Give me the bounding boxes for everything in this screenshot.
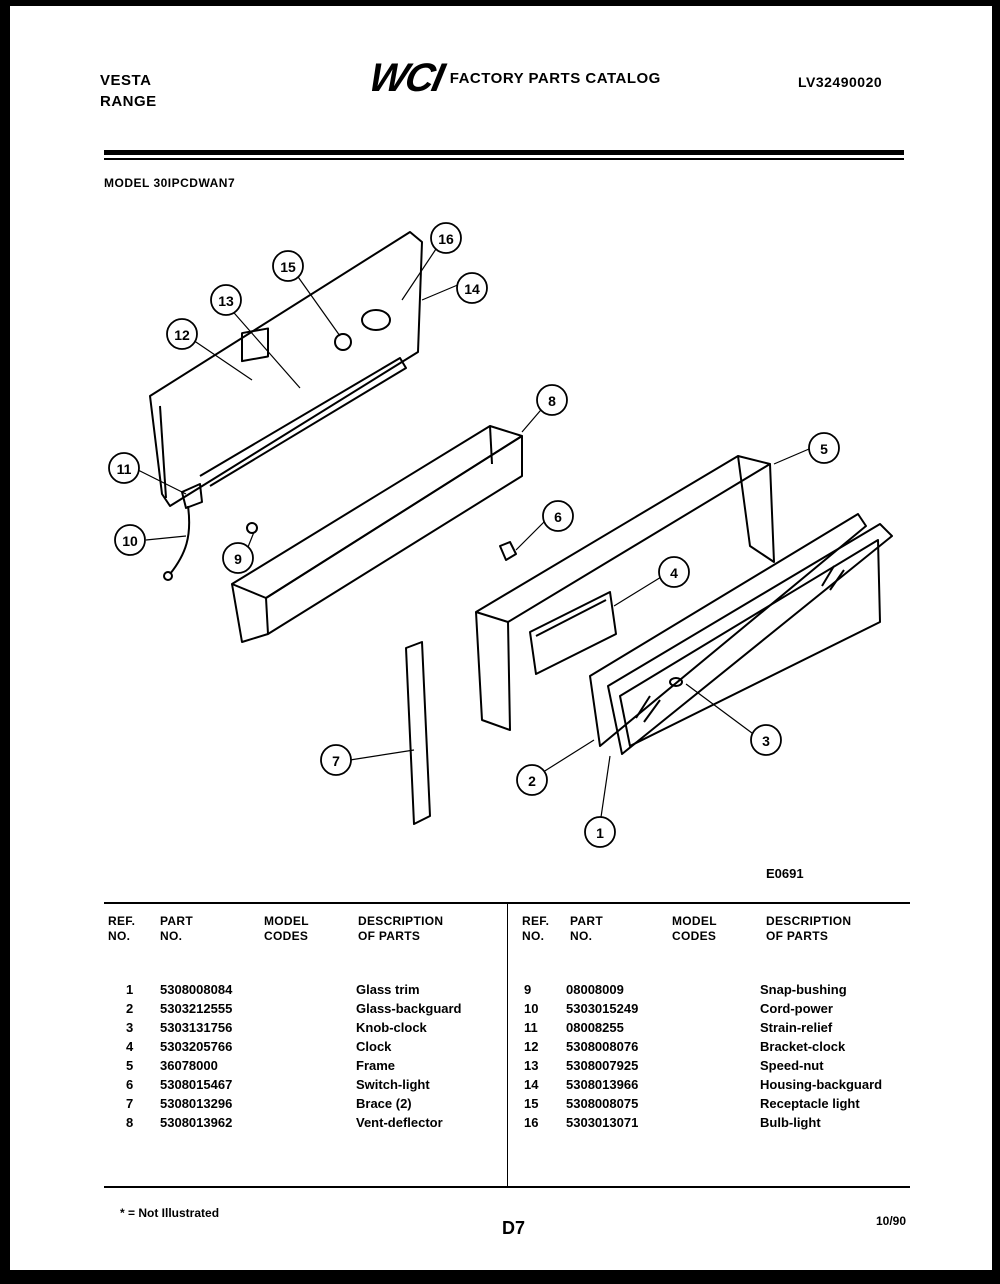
callout-label-4: 4 — [670, 565, 678, 581]
callout-label-16: 16 — [438, 231, 454, 247]
table-row: 14 5308013966 Housing-backguard — [524, 1077, 883, 1092]
wci-logo: WCI — [365, 56, 447, 100]
parts-list-right — [10, 982, 992, 1134]
table-row: 12 5308008076 Bracket-clock — [524, 1039, 846, 1054]
brace — [406, 642, 430, 824]
callout-label-7: 7 — [332, 753, 340, 769]
callout-label-9: 9 — [234, 551, 242, 567]
table-row: 5 36078000 Frame — [126, 1058, 396, 1073]
callout-bubbles — [109, 223, 839, 847]
header-model-right: MODEL CODES — [672, 914, 717, 943]
page-number: D7 — [502, 1218, 526, 1238]
callout-label-15: 15 — [280, 259, 296, 275]
callout-label-6: 6 — [554, 509, 562, 525]
bracket-clock — [242, 329, 268, 362]
catalog-date: 10/90 — [876, 1214, 907, 1228]
table-row: 3 5303131756 Knob-clock — [126, 1020, 427, 1035]
power-cord — [170, 506, 189, 574]
callout-label-13: 13 — [218, 293, 234, 309]
snap-bushing — [247, 523, 257, 533]
callout-label-8: 8 — [548, 393, 556, 409]
table-row: 16 5303013071 Bulb-light — [524, 1115, 821, 1130]
table-row: 2 5303212555 Glass-backguard — [126, 1001, 462, 1016]
vent-deflector — [232, 426, 522, 598]
table-row: 9 08008009 Snap-bushing — [524, 982, 847, 997]
callout-label-1: 1 — [596, 825, 604, 841]
table-row: 10 5303015249 Cord-power — [524, 1001, 833, 1016]
header-desc-left: DESCRIPTION OF PARTS — [358, 914, 444, 943]
table-row: 8 5308013962 Vent-deflector — [126, 1115, 443, 1130]
callout-label-11: 11 — [116, 461, 132, 477]
switch-light — [500, 542, 516, 560]
table-row: 6 5308015467 Switch-light — [126, 1077, 430, 1092]
header-part-left: PART NO. — [160, 914, 193, 943]
callout-label-12: 12 — [174, 327, 190, 343]
callout-label-3: 3 — [762, 733, 770, 749]
catalog-code: LV32490020 — [798, 74, 883, 90]
header-model-left: MODEL CODES — [264, 914, 309, 943]
callout-label-5: 5 — [820, 441, 828, 457]
table-row: 13 5308007925 Speed-nut — [524, 1058, 824, 1073]
callout-label-10: 10 — [122, 533, 138, 549]
callout-label-2: 2 — [528, 773, 536, 789]
table-row: 11 08008255 Strain-relief — [524, 1020, 833, 1035]
table-row: 7 5308013296 Brace (2) — [126, 1096, 412, 1111]
header-ref-left: REF. NO. — [108, 914, 136, 943]
catalog-page — [10, 6, 992, 1270]
figure-id: E0691 — [766, 866, 804, 881]
header-part-right: PART NO. — [570, 914, 603, 943]
callout-label-14: 14 — [464, 281, 480, 297]
table-row: 1 5308008084 Glass trim — [126, 982, 420, 997]
not-illustrated-note: * = Not Illustrated — [120, 1206, 220, 1220]
catalog-title: FACTORY PARTS CATALOG — [449, 69, 661, 87]
table-row: 4 5303205766 Clock — [126, 1039, 392, 1054]
product-type: RANGE — [100, 93, 157, 110]
exploded-parts-diagram — [10, 6, 992, 906]
header-desc-right: DESCRIPTION OF PARTS — [766, 914, 852, 943]
model-number: MODEL 30IPCDWAN7 — [104, 176, 236, 190]
bulb-light — [362, 310, 390, 330]
table-bottom-rule — [104, 1186, 910, 1188]
frame — [476, 456, 770, 622]
brand-name: VESTA — [100, 72, 152, 89]
header-ref-right: REF. NO. — [522, 914, 550, 943]
receptacle-light — [335, 334, 351, 350]
table-row: 15 5308008075 Receptacle light — [524, 1096, 860, 1111]
